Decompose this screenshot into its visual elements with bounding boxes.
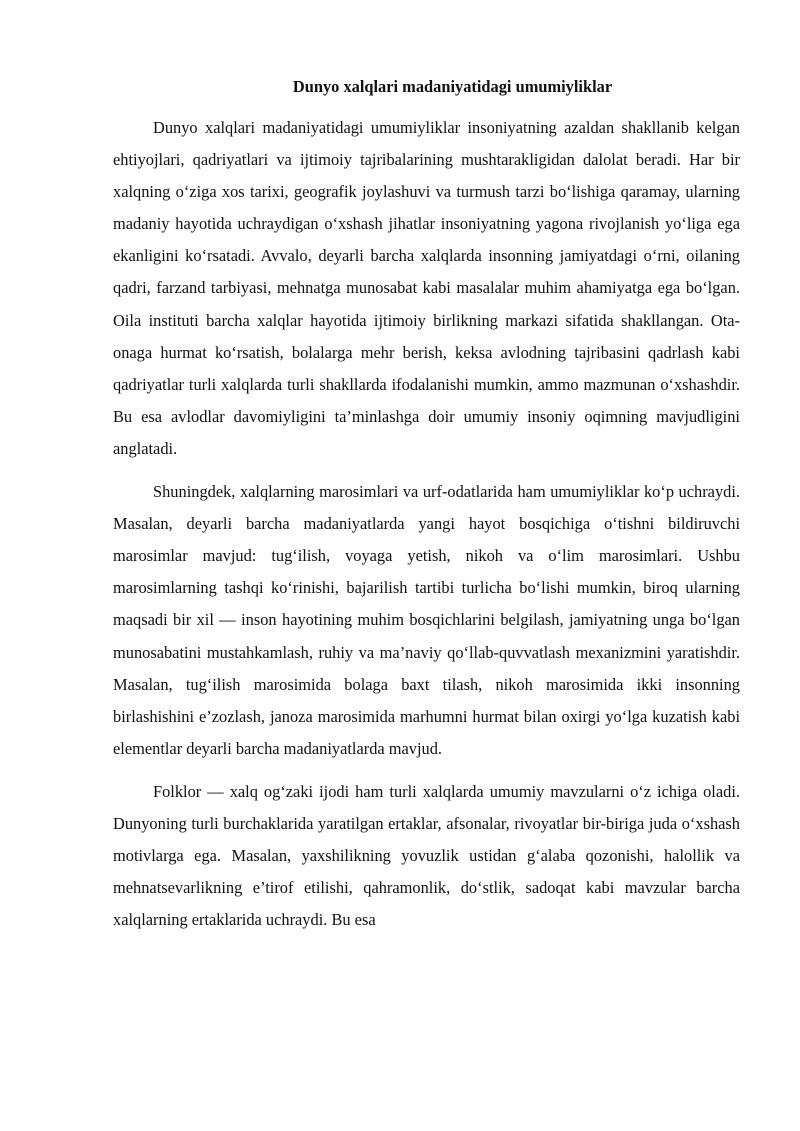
paragraph-rituals: Shuningdek, xalqlarning marosimlari va urf-odatlarida ham umumiyliklar ko‘p uchraydi. Masalan, deyarli barcha madaniyatlarda yangi hayot bosqichiga o‘tishni bildiruvchi marosimlar mavjud: tug‘ilish, voyaga yetish, nikoh va o‘lim marosimlari. Ushbu marosimlarning tashqi ko‘rinishi, bajarilish tartibi turlicha bo‘lishi mumkin, biroq ularning maqsadi bir xil — inson hayotining muhim bosqichlarini belgilash, jamiyatning unga bo‘lgan munosabatini mustahkamlash, ruhiy va ma’naviy qo‘llab-quvvatlash mexanizmini yaratishdir. Masalan, tug‘ilish marosimida bolaga baxt tilash, nikoh marosimida ikki insonning birlashishini e’zozlash, janoza marosimida marhumni hurmat bilan oxirgi yo‘lga kuzatish kabi elementlar deyarli barcha madaniyatlarda mavjud.: [113, 482, 740, 758]
paragraph-family-values: Dunyo xalqlari madaniyatidagi umumiyliklar insoniyatning azaldan shakllanib kelgan ehtiyojlari, qadriyatlari va ijtimoiy tajribalarining mushtarakligidan dalolat beradi. Har bir xalqning o‘ziga xos tarixi, geografik joylashuvi va turmush tarzi bo‘lishiga qaramay, ularning madaniy hayotida uchraydigan o‘xshash jihatlar insoniyatning yagona rivojlanish yo‘liga ega ekanligini ko‘rsatadi. Avvalo, deyarli barcha xalqlarda insonning jamiyatdagi o‘rni, oilaning qadri, farzand tarbiyasi, mehnatga munosabat kabi masalalar muhim ahamiyatga ega bo‘lgan. Oila instituti barcha xalqlar hayotida ijtimoiy birlikning markazi sifatida shakllangan. Ota-onaga hurmat ko‘rsatish, bolalarga mehr berish, keksa avlodning tajribasini qadrlash kabi qadriyatlar turli xalqlarda turli shakllarda ifodalanishi mumkin, ammo mazmunan o‘xshashdir. Bu esa avlodlar davomiyligini ta’minlashga doir umumiy insoniy oqimning mavjudligini anglatadi.: [113, 118, 740, 458]
paragraph-folklore: Folklor — xalq og‘zaki ijodi ham turli xalqlarda umumiy mavzularni o‘z ichiga oladi. Dunyoning turli burchaklarida yaratilgan ertaklar, afsonalar, rivoyatlar bir-biriga juda o‘xshash motivlarga ega. Masalan, yaxshilikning yovuzlik ustidan g‘alaba qozonishi, halollik va mehnatsevarlikning e’tirof etilishi, qahramonlik, do‘stlik, sadoqat kabi mavzular barcha xalqlarning ertaklarida uchraydi. Bu esa: [113, 781, 740, 930]
document-title: Dunyo xalqlari madaniyatidagi umumiyliklar: [292, 77, 613, 96]
document-page: [113, 72, 740, 947]
